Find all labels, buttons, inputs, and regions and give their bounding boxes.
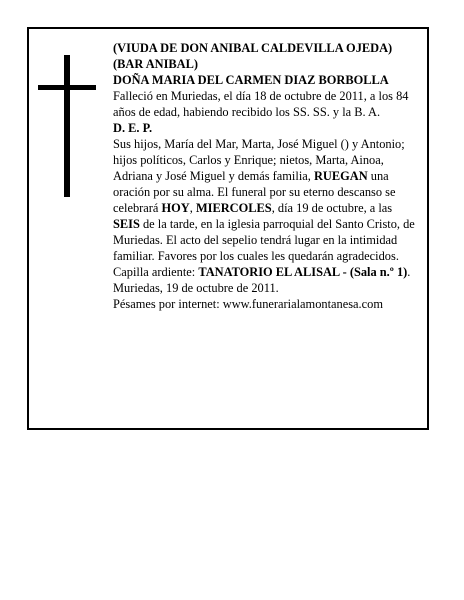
header-line: (VIUDA DE DON ANIBAL CALDEVILLA OJEDA) (BAR ANIBAL): [113, 41, 393, 71]
place-date: Muriedas, 19 de octubre de 2011.: [113, 281, 279, 295]
obituary-text: [113, 40, 419, 312]
rest-text: de la tarde, en la iglesia parroquial del Santo Cristo, de Muriedas. El acto del sepelio tendrá lugar en la intimidad familiar. Favores por los cuales les quedarán agradecidos.: [113, 217, 415, 263]
condolences: Pésames por internet: www.funerarialamontanesa.com: [113, 297, 383, 311]
dep: D. E. P.: [113, 121, 153, 135]
prayer-text: una oración por su alma. El funeral por su eterno descanso se celebrará: [113, 169, 396, 215]
hoy: HOY: [161, 201, 190, 215]
ruegan: RUEGAN: [313, 169, 368, 183]
chapel-end: .: [407, 265, 411, 279]
deceased-name: DOÑA MARIA DEL CARMEN DIAZ BORBOLLA: [113, 73, 389, 87]
seis: SEIS: [113, 217, 140, 231]
chapel-label: Capilla ardiente:: [113, 265, 196, 279]
chapel-line: [113, 264, 419, 280]
death-text: Falleció en Muriedas, el día 18 de octubre de 2011, a los 84 años de edad, habiendo recibido los SS. SS. y la B. A.: [113, 89, 409, 119]
miercoles: MIERCOLES: [195, 201, 272, 215]
family-text: Sus hijos, María del Mar, Marta, José Miguel () y Antonio; hijos políticos, Carlos y Enrique; nietos, Marta, Ainoa, Adriana y José Miguel y demás familia,: [113, 137, 405, 183]
family-paragraph: [113, 136, 419, 264]
cross-icon-horizontal: [38, 85, 96, 90]
chapel-name: TANATORIO EL ALISAL - (Sala n.º 1): [198, 265, 408, 279]
comma: ,: [189, 201, 193, 215]
date-text: , día 19 de octubre, a las: [271, 201, 393, 215]
cross-icon-vertical: [64, 55, 70, 197]
